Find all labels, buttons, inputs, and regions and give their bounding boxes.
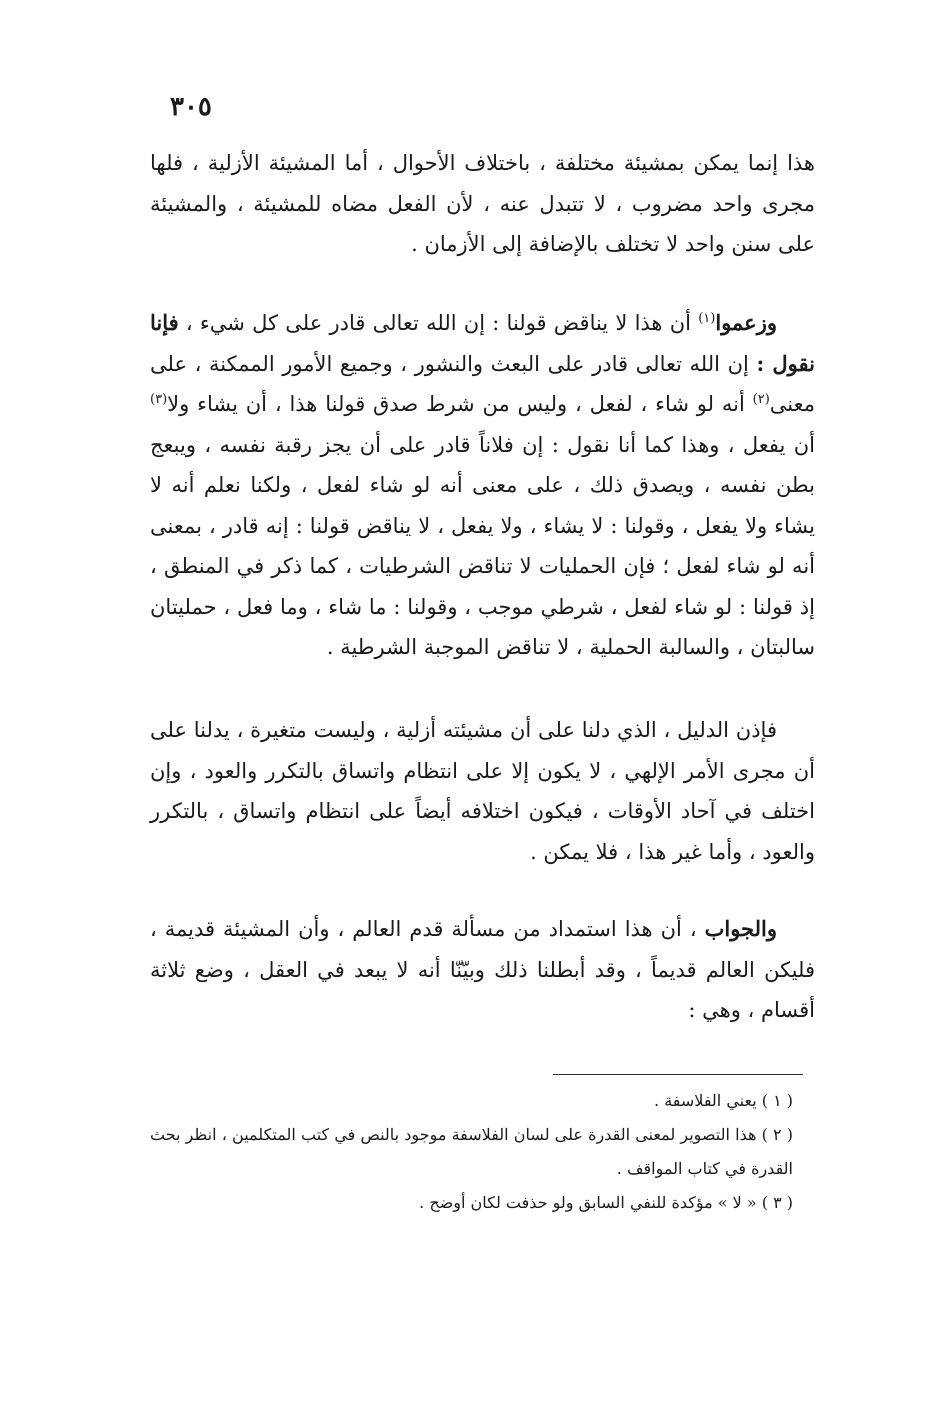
footnote-ref-2: (٢) [752,392,770,407]
page-number: ٣٠٥ [170,92,212,122]
footnote-text: يعني الفلاسفة . [654,1091,762,1110]
footnote-3 [150,1186,815,1220]
paragraph-2-part-1: أن هذا لا يناقض قولنا : إن الله تعالى قادر على كل شيء ، [178,311,699,335]
footnote-1 [150,1084,815,1118]
footnote-number: ( ٣ ) [761,1193,793,1212]
footnotes [150,1084,815,1220]
paragraph-2 [150,303,815,668]
footnote-2 [150,1118,815,1186]
paragraph-3: فإذن الدليل ، الذي دلنا على أن مشيئته أزلية ، وليست متغيرة ، يدلنا على أن مجرى الأمر الإلهي ، لا يكون إلا على انتظام واتساق بالتكرر والعود ، وإن اختلف في آحاد الأوقات ، فيكون اختلافه أيضاً على انتظام واتساق ، بالتكرر والعود ، وأما غير هذا ، فلا يمكن . [150,718,815,864]
paragraph-1: هذا إنما يمكن بمشيئة مختلفة ، باختلاف الأحوال ، أما المشيئة الأزلية ، فلها مجرى واحد مضروب ، لا تتبدل عنه ، لأن الفعل مضاه للمشيئة ، والمشيئة على سنن واحد لا تختلف بالإضافة إلى الأزمان . [150,151,815,256]
footnote-text: هذا التصوير لمعنى القدرة على لسان الفلاسفة موجود بالنص في كتب المتكلمين ، انظر بحث القدرة في كتاب المواقف . [150,1125,793,1178]
paragraph-4-text: ، أن هذا استمداد من مسألة قدم العالم ، وأن المشيئة قديمة ، فليكن العالم قديماً ، وقد أبطلنا ذلك وبيّنّا أنه لا يبعد في العقل ، وضع ثلاثة أقسام ، وهي : [150,917,815,1022]
paragraph-2-part-2: إن الله تعالى قادر على البعث والنشور ، وجميع الأمور الممكنة ، على معنى [150,351,815,416]
paragraph-4 [150,909,815,1031]
footnote-number: ( ١ ) [761,1091,793,1110]
lead-word-zaamu: وزعموا [715,310,777,335]
paragraph-2-part-4: أن يفعل ، وهذا كما أنا نقول : إن فلاناً قادر على أن يجز رقبة نفسه ، ويبعج بطن نفسه ، ويصدق ذلك ، على معنى أنه لو شاء لفعل ، ولكنا نعلم أنه لا يشاء ولا يفعل ، وقولنا : لا يشاء ، ولا يفعل ، لا يناقض قولنا : إنه قادر ، بمعنى أنه لو شاء لفعل ؛ فإن الحمليات لا تناقض الشرطيات ، كما ذكر في المنطق ، إذ قولنا : لو شاء لفعل ، شرطي موجب ، وقولنا : ما شاء ، وما فعل ، حمليتان سالبتان ، والسالبة الحملية ، لا تناقض الموجبة الشرطية . [150,432,815,659]
footnote-ref-3: (٣) [150,392,168,407]
footnote-divider [553,1074,803,1075]
footnote-text: « لا » مؤكدة للنفي السابق ولو حذفت لكان أوضح . [419,1193,762,1212]
paragraph-2-part-3: أنه لو شاء ، لفعل ، وليس من شرط صدق قولنا هذا ، أن يشاء ولا [167,392,753,416]
lead-phrase-fainna-naqul: فإنا نقول : [150,310,815,376]
footnote-number: ( ٢ ) [761,1125,794,1144]
footnote-ref-1: (١) [698,311,716,326]
lead-word-aljawab: والجواب [704,916,777,941]
